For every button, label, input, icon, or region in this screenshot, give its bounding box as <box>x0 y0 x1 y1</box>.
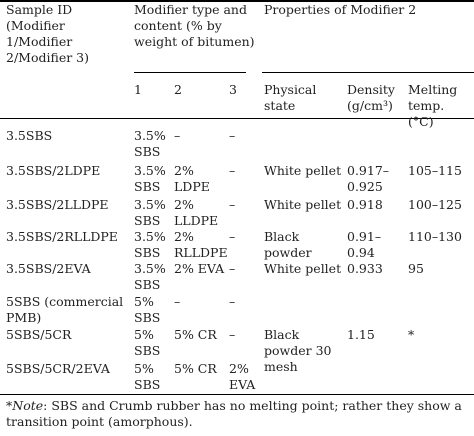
header-sample-id: Sample ID (Modifier 1/Modifier 2/Modifier 3) <box>6 2 90 65</box>
cell-sample-id: 3.5SBS/2EVA <box>6 261 91 276</box>
header-physical-state: Physical state <box>264 82 317 113</box>
cell-melting: 100–125 <box>408 197 462 212</box>
cell-modifier-2: 2% LDPE <box>174 163 210 194</box>
cell-modifier-2: 2% RLLDPE <box>174 229 228 260</box>
cell-modifier-3: – <box>229 229 236 244</box>
cell-density: 0.918 <box>347 197 383 212</box>
cell-melting: 95 <box>408 261 424 276</box>
cell-melting: 110–130 <box>408 229 462 244</box>
cell-modifier-2: – <box>174 128 181 143</box>
cell-modifier-3: – <box>229 261 236 276</box>
cell-modifier-3: 2% EVA <box>229 361 256 392</box>
header-col-3: 3 <box>229 82 237 97</box>
header-melting: Melting temp. (°C) <box>408 82 458 129</box>
cell-sample-id: 3.5SBS/2LDPE <box>6 163 101 178</box>
cell-sample-id: 3.5SBS/2RLLDPE <box>6 229 118 244</box>
cell-physical-state: Black powder <box>264 229 312 260</box>
cell-sample-id: 3.5SBS <box>6 128 53 143</box>
footnote-text: : SBS and Crumb rubber has no melting point; rather they show a transition point (amorphous). <box>6 398 462 429</box>
cell-modifier-1: 5% SBS <box>134 294 161 325</box>
cell-physical-state: White pellet <box>264 163 342 178</box>
header-density: Density (g/cm³) <box>347 82 395 113</box>
modifier-subrule <box>134 72 246 73</box>
cell-modifier-1: 3.5% SBS <box>134 229 166 260</box>
cell-modifier-3: – <box>229 163 236 178</box>
header-col-2: 2 <box>174 82 182 97</box>
cell-sample-id: 3.5SBS/2LLDPE <box>6 197 109 212</box>
cell-density: 0.91–0.94 <box>347 229 382 260</box>
cell-modifier-3: – <box>229 128 236 143</box>
cell-modifier-3: – <box>229 327 236 342</box>
cell-melting: * <box>408 327 415 342</box>
header-rule <box>0 118 474 119</box>
cell-physical-state: Black powder 30 mesh <box>264 327 332 374</box>
cell-density: 1.15 <box>347 327 375 342</box>
cell-sample-id: 5SBS (commercial PMB) <box>6 294 124 325</box>
bottom-rule <box>0 394 474 395</box>
cell-sample-id: 5SBS/5CR/2EVA <box>6 361 110 376</box>
cell-modifier-3: – <box>229 294 236 309</box>
cell-modifier-1: 3.5% SBS <box>134 128 166 159</box>
cell-melting: 105–115 <box>408 163 462 178</box>
cell-modifier-1: 3.5% SBS <box>134 261 166 292</box>
header-properties: Properties of Modifier 2 <box>264 2 417 17</box>
cell-density: 0.917–0.925 <box>347 163 390 194</box>
cell-modifier-3: – <box>229 197 236 212</box>
cell-modifier-2: – <box>174 294 181 309</box>
footnote <box>6 398 472 430</box>
cell-modifier-1: 3.5% SBS <box>134 163 166 194</box>
header-modifier-type: Modifier type and content (% by weight of bitumen) <box>134 2 255 49</box>
cell-physical-state: White pellet <box>264 197 342 212</box>
cell-density: 0.933 <box>347 261 383 276</box>
cell-sample-id: 5SBS/5CR <box>6 327 72 342</box>
cell-modifier-2: 2% LLDPE <box>174 197 219 228</box>
cell-modifier-2: 5% CR <box>174 327 217 342</box>
footnote-label: *Note <box>6 398 44 413</box>
header-col-1: 1 <box>134 82 142 97</box>
cell-modifier-2: 2% EVA <box>174 261 225 276</box>
cell-modifier-2: 5% CR <box>174 361 217 376</box>
cell-modifier-1: 3.5% SBS <box>134 197 166 228</box>
cell-physical-state: White pellet <box>264 261 342 276</box>
properties-subrule <box>262 72 474 73</box>
cell-modifier-1: 5% SBS <box>134 361 161 392</box>
cell-modifier-1: 5% SBS <box>134 327 161 358</box>
